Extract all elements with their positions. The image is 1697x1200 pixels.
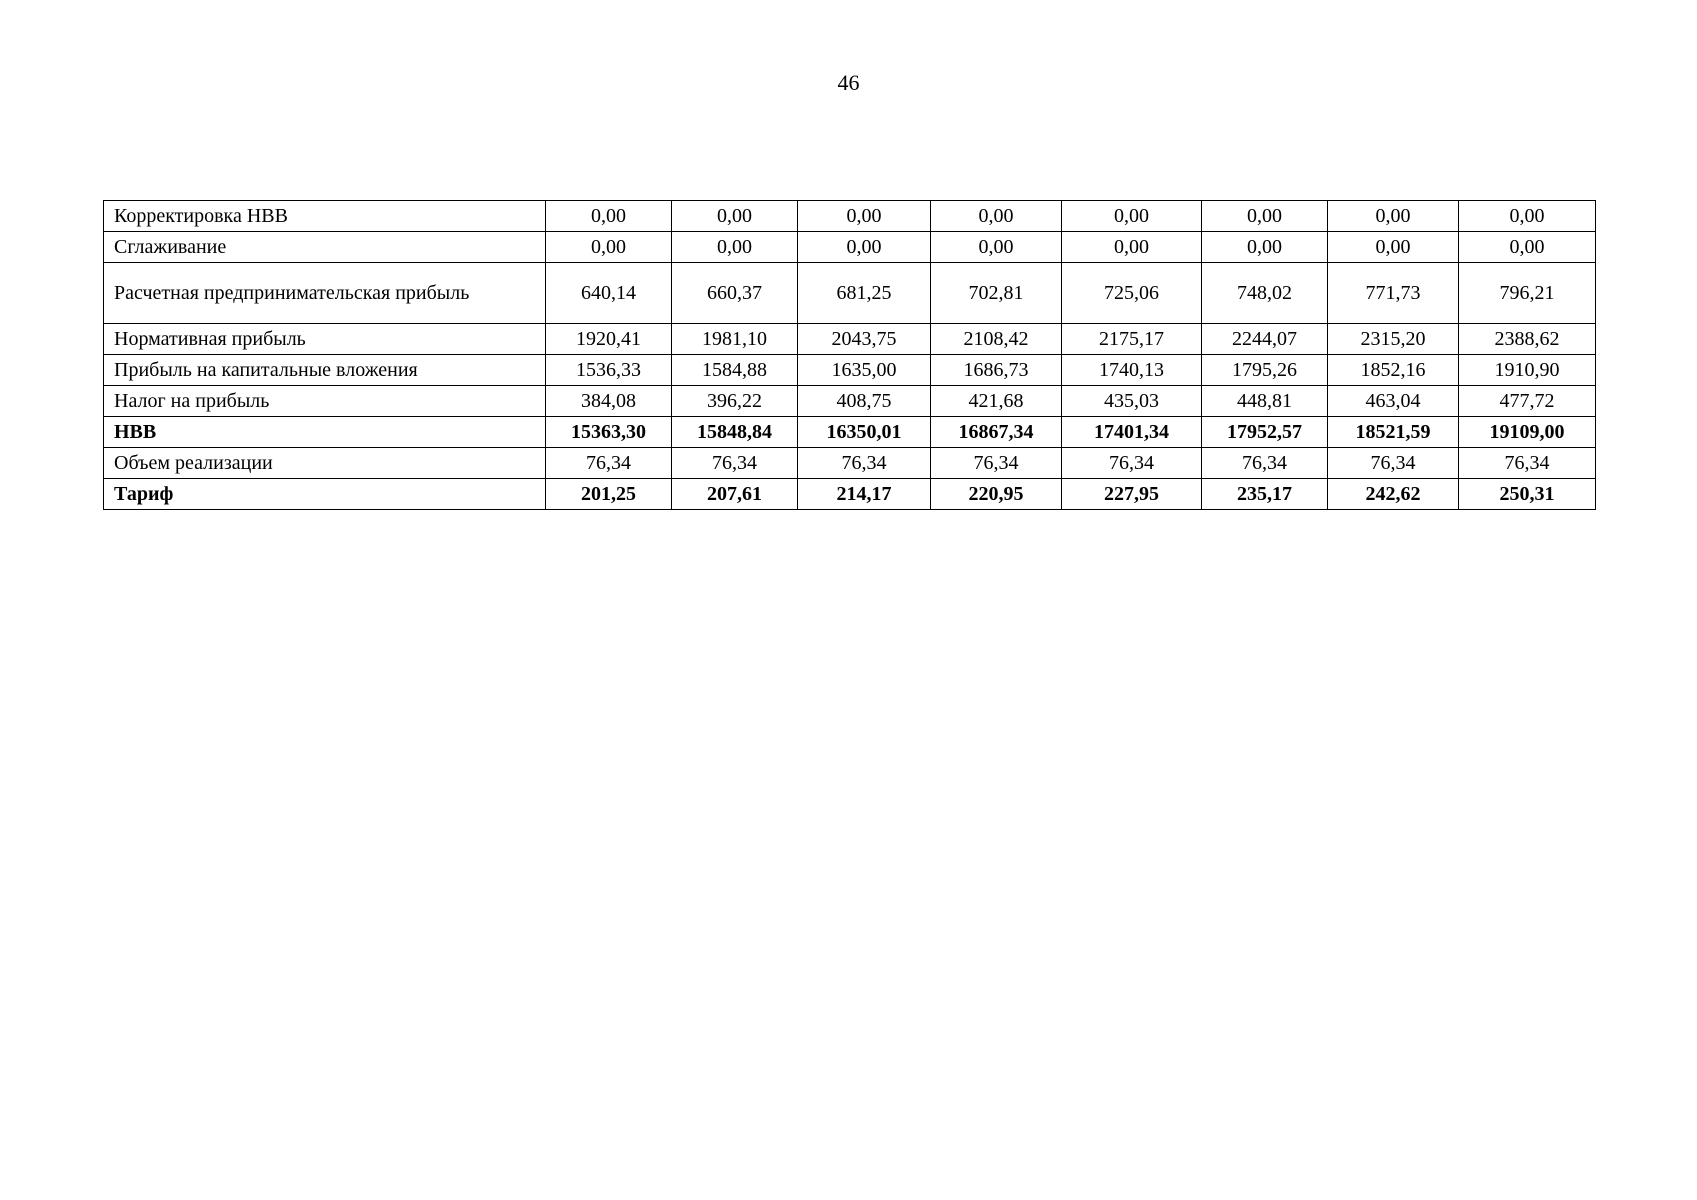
table-cell: 0,00	[1459, 201, 1596, 232]
table-cell: 681,25	[798, 263, 931, 324]
table-cell: 1536,33	[546, 355, 672, 386]
table-cell: 76,34	[546, 448, 672, 479]
row-label: Нормативная прибыль	[104, 324, 546, 355]
table-cell: 0,00	[1062, 201, 1202, 232]
table-cell: 796,21	[1459, 263, 1596, 324]
table-cell: 220,95	[931, 479, 1062, 510]
table-cell: 0,00	[798, 201, 931, 232]
table-cell: 0,00	[1062, 232, 1202, 263]
table-row-correction-nvv	[104, 201, 1596, 232]
table-cell: 1795,26	[1202, 355, 1328, 386]
table-cell: 1910,90	[1459, 355, 1596, 386]
table-row-tariff	[104, 479, 1596, 510]
table-cell: 1584,88	[672, 355, 798, 386]
table-cell: 1852,16	[1328, 355, 1459, 386]
table-cell: 702,81	[931, 263, 1062, 324]
table-cell: 76,34	[1328, 448, 1459, 479]
table-cell: 2175,17	[1062, 324, 1202, 355]
table-cell: 2043,75	[798, 324, 931, 355]
table-row-sales-volume	[104, 448, 1596, 479]
table-cell: 214,17	[798, 479, 931, 510]
table-cell: 408,75	[798, 386, 931, 417]
table-cell: 748,02	[1202, 263, 1328, 324]
table-cell: 421,68	[931, 386, 1062, 417]
table-cell: 207,61	[672, 479, 798, 510]
table-cell: 0,00	[1328, 201, 1459, 232]
row-label: Расчетная предпринимательская прибыль	[104, 263, 546, 324]
table-cell: 0,00	[546, 232, 672, 263]
table-cell: 477,72	[1459, 386, 1596, 417]
table-cell: 0,00	[931, 201, 1062, 232]
table-cell: 76,34	[672, 448, 798, 479]
table-cell: 2108,42	[931, 324, 1062, 355]
table-cell: 16350,01	[798, 417, 931, 448]
table-row-nvv-total	[104, 417, 1596, 448]
table-cell: 1920,41	[546, 324, 672, 355]
table-cell: 15363,30	[546, 417, 672, 448]
table-cell: 0,00	[931, 232, 1062, 263]
table-cell: 725,06	[1062, 263, 1202, 324]
table-cell: 448,81	[1202, 386, 1328, 417]
table-cell: 18521,59	[1328, 417, 1459, 448]
table-cell: 640,14	[546, 263, 672, 324]
page-number: 46	[837, 70, 860, 95]
table-cell: 0,00	[1202, 232, 1328, 263]
table-cell: 0,00	[672, 232, 798, 263]
row-label: НВВ	[104, 417, 546, 448]
table-cell: 771,73	[1328, 263, 1459, 324]
table-cell: 435,03	[1062, 386, 1202, 417]
row-label: Налог на прибыль	[104, 386, 546, 417]
table-cell: 463,04	[1328, 386, 1459, 417]
table-row-smoothing	[104, 232, 1596, 263]
table-cell: 19109,00	[1459, 417, 1596, 448]
table-cell: 396,22	[672, 386, 798, 417]
row-label: Прибыль на капитальные вложения	[104, 355, 546, 386]
table-cell: 1686,73	[931, 355, 1062, 386]
table-cell: 2244,07	[1202, 324, 1328, 355]
table-cell: 227,95	[1062, 479, 1202, 510]
table-row-profit-tax	[104, 386, 1596, 417]
table-cell: 0,00	[1459, 232, 1596, 263]
table-cell: 76,34	[931, 448, 1062, 479]
table-cell: 250,31	[1459, 479, 1596, 510]
table-cell: 16867,34	[931, 417, 1062, 448]
table-cell: 235,17	[1202, 479, 1328, 510]
row-label: Корректировка НВВ	[104, 201, 546, 232]
table-cell: 1981,10	[672, 324, 798, 355]
table-cell: 242,62	[1328, 479, 1459, 510]
table-cell: 384,08	[546, 386, 672, 417]
row-label: Объем реализации	[104, 448, 546, 479]
table-cell: 201,25	[546, 479, 672, 510]
table-cell: 0,00	[672, 201, 798, 232]
table-cell: 0,00	[546, 201, 672, 232]
table-cell: 2315,20	[1328, 324, 1459, 355]
table-cell: 15848,84	[672, 417, 798, 448]
table-cell: 17952,57	[1202, 417, 1328, 448]
table-cell: 2388,62	[1459, 324, 1596, 355]
tariff-table	[103, 200, 1596, 510]
row-label: Сглаживание	[104, 232, 546, 263]
table-cell: 0,00	[798, 232, 931, 263]
table-cell: 76,34	[798, 448, 931, 479]
table-cell: 1635,00	[798, 355, 931, 386]
table-cell: 76,34	[1062, 448, 1202, 479]
table-row-estimated-business-profit	[104, 263, 1596, 324]
table-cell: 0,00	[1328, 232, 1459, 263]
table-cell: 76,34	[1202, 448, 1328, 479]
table-row-capital-investment-profit	[104, 355, 1596, 386]
table-row-normative-profit	[104, 324, 1596, 355]
table-cell: 76,34	[1459, 448, 1596, 479]
table-cell: 660,37	[672, 263, 798, 324]
table-cell: 1740,13	[1062, 355, 1202, 386]
row-label: Тариф	[104, 479, 546, 510]
table-cell: 17401,34	[1062, 417, 1202, 448]
table-cell: 0,00	[1202, 201, 1328, 232]
